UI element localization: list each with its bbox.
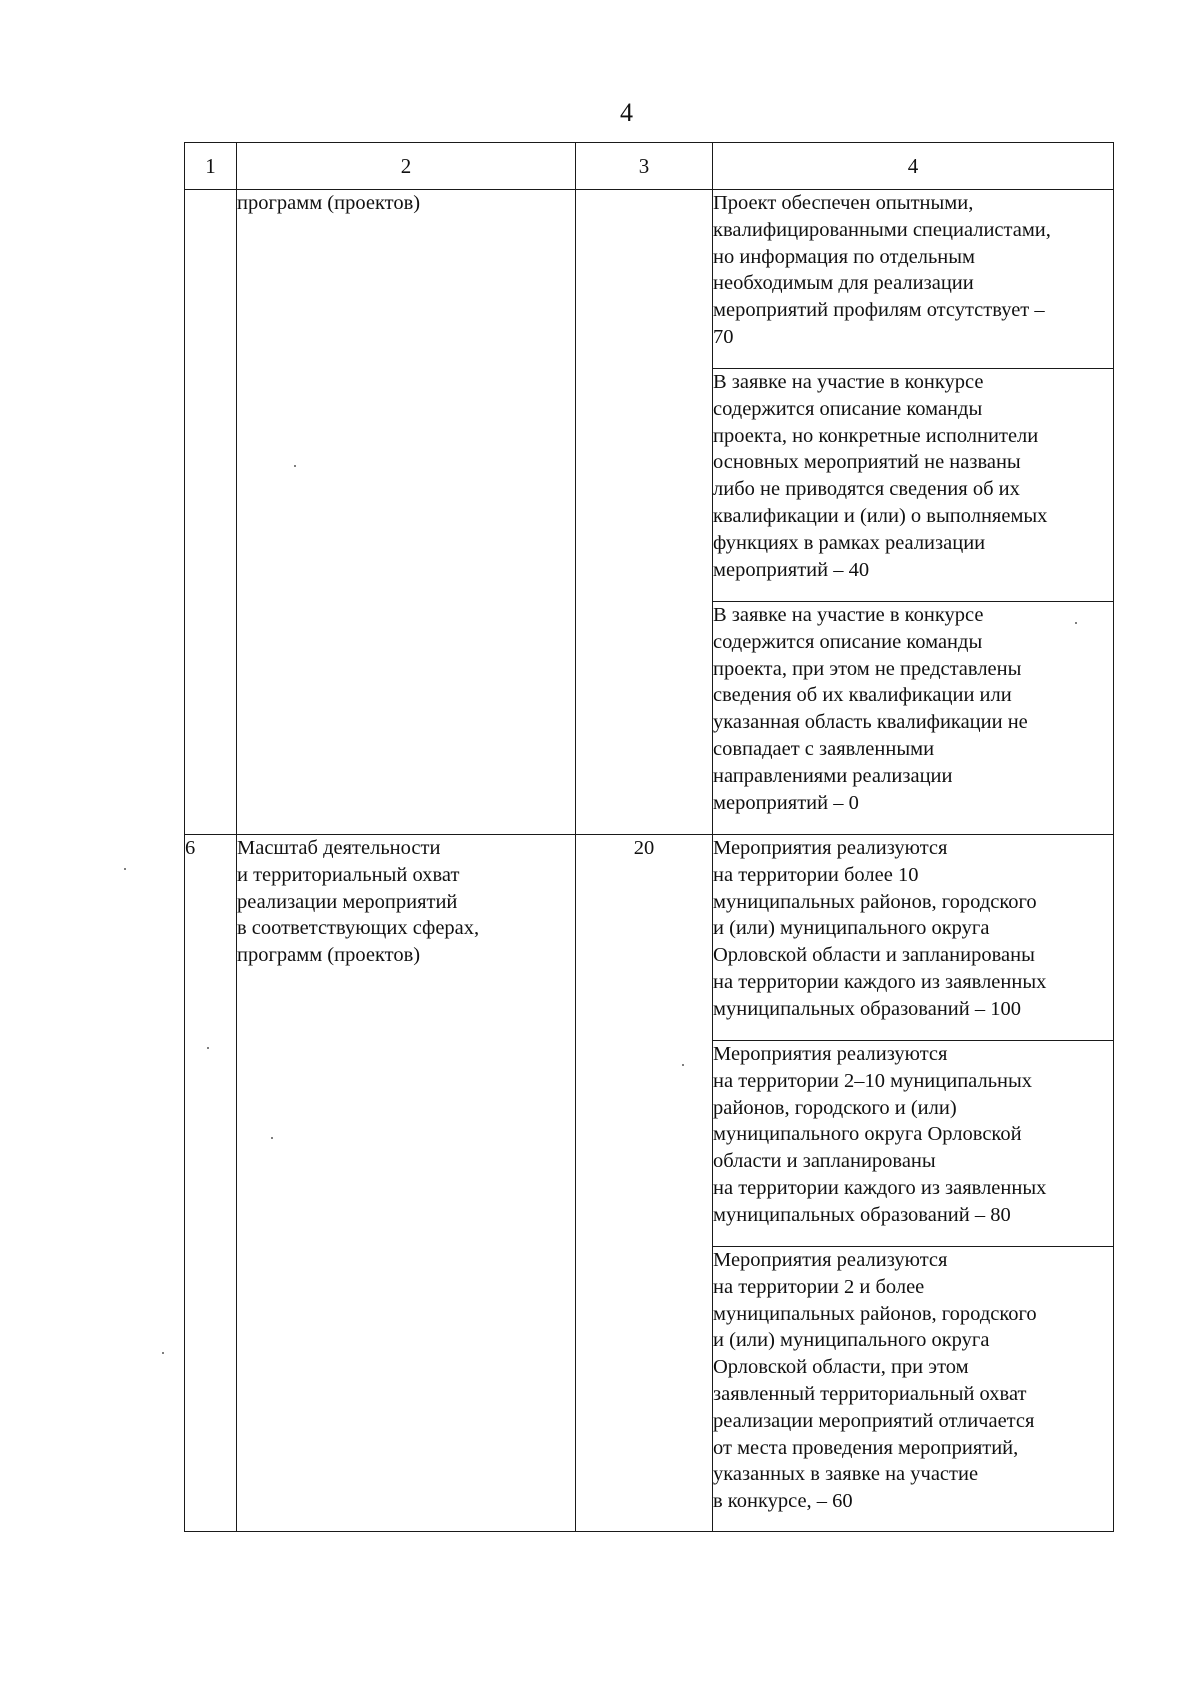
scan-speck: [162, 1352, 164, 1354]
page-number: 4: [620, 98, 633, 127]
criterion-number-cell: [185, 190, 237, 835]
header-cell-4: 4: [713, 143, 1114, 190]
scan-speck: [682, 1064, 684, 1066]
criteria-table: [184, 142, 1114, 1532]
criterion-option-cell: Мероприятия реализуются на территории более 10 муниципальных районов, городского и (или) муниципального округа Орловской области и запланированы на территории каждого из заявленных муниципальных образований – 100: [713, 835, 1114, 1041]
criterion-option-cell: В заявке на участие в конкурсе содержится описание команды проекта, но конкретные исполнители основных мероприятий не названы либо не приводятся сведения об их квалификации и (или) о выполняемых функциях в рамках реализации мероприятий – 40: [713, 369, 1114, 602]
table-row: [185, 190, 1114, 369]
scan-speck: [207, 1047, 209, 1049]
criterion-option-cell: Проект обеспечен опытными, квалифицированными специалистами, но информация по отдельным необходимым для реализации мероприятий профилям отсутствует – 70: [713, 190, 1114, 369]
scan-speck: [294, 465, 296, 467]
criterion-name-cell: Масштаб деятельности и территориальный охват реализации мероприятий в соответствующих сферах, программ (проектов): [237, 835, 576, 1532]
header-cell-2: 2: [237, 143, 576, 190]
criterion-option-cell: Мероприятия реализуются на территории 2 и более муниципальных районов, городского и (или) муниципального округа Орловской области, при этом заявленный территориальный охват реализации мероприятий отличается от места проведения мероприятий, указанных в заявке на участие в конкурсе, – 60: [713, 1247, 1114, 1532]
scan-speck: [124, 868, 126, 870]
table-row: [185, 835, 1114, 1041]
criterion-name-cell: программ (проектов): [237, 190, 576, 835]
criterion-weight-cell: [576, 190, 713, 835]
header-cell-1: 1: [185, 143, 237, 190]
table-header-row: [185, 143, 1114, 190]
criterion-option-cell: Мероприятия реализуются на территории 2–10 муниципальных районов, городского и (или) муниципального округа Орловской области и запланированы на территории каждого из заявленных муниципальных образований – 80: [713, 1041, 1114, 1247]
criterion-option-cell: В заявке на участие в конкурсе содержится описание команды проекта, при этом не представлены сведения об их квалификации или указанная область квалификации не совпадает с заявленными направлениями реализации мероприятий – 0: [713, 602, 1114, 835]
header-cell-3: 3: [576, 143, 713, 190]
scan-speck: [1075, 622, 1077, 624]
criterion-number-cell: 6: [185, 835, 237, 1532]
scan-speck: [271, 1137, 273, 1139]
criterion-weight-cell: 20: [576, 835, 713, 1532]
